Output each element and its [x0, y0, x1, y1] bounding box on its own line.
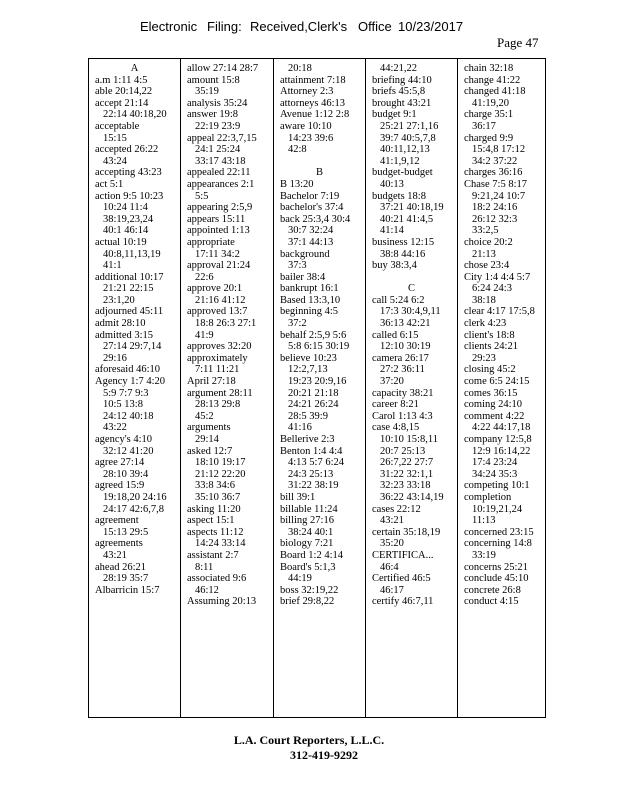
index-entry-continuation: 24:3 25:13 — [288, 468, 334, 480]
index-entry: concrete 26:8 — [464, 584, 521, 596]
index-entry-continuation: 38:8 44:16 — [380, 248, 426, 260]
index-entry: Based 13:3,10 — [280, 294, 341, 306]
index-entry-continuation: 40:1 46:14 — [103, 225, 149, 237]
index-entry: B 13:20 — [280, 178, 314, 190]
index-entry-continuation: 15:13 29:5 — [103, 526, 149, 538]
index-entry-continuation: 40:13 — [380, 178, 404, 190]
index-entry: budgets 18:8 — [372, 190, 426, 202]
index-entry-continuation: 41:14 — [380, 225, 404, 237]
index-entry: April 27:18 — [187, 376, 236, 388]
index-entry: act 5:1 — [95, 178, 124, 190]
index-entry: billable 11:24 — [280, 503, 338, 515]
index-entry-continuation: 38:18 — [472, 294, 496, 306]
index-entry: agree 27:14 — [95, 457, 145, 469]
index-entry-continuation: 21:16 41:12 — [195, 294, 246, 306]
index-entry-continuation: 22:14 40:18,20 — [103, 109, 167, 121]
index-entry: concerns 25:21 — [464, 561, 528, 573]
index-entry: charge 35:1 — [464, 109, 514, 121]
index-entry-continuation: 24:12 40:18 — [103, 410, 154, 422]
index-entry-continuation: 10:5 13:8 — [103, 399, 143, 411]
index-entry: agreement — [95, 515, 139, 527]
index-entry: clear 4:17 17:5,8 — [464, 306, 535, 318]
index-entry: admit 28:10 — [95, 318, 146, 330]
index-entry: CERTIFICA... — [372, 549, 434, 561]
index-entry: coming 24:10 — [464, 399, 523, 411]
index-entry-continuation: 14:23 39:6 — [288, 132, 334, 144]
index-entry-continuation: 17:4 23:24 — [472, 457, 518, 469]
index-entry: accepted 26:22 — [95, 144, 159, 156]
index-entry-continuation: 41:1,9,12 — [380, 155, 420, 167]
index-entry-continuation: 24:21 26:24 — [288, 399, 339, 411]
index-entry: admitted 3:15 — [95, 329, 154, 341]
index-entry: completion — [464, 491, 512, 503]
footer-company: L.A. Court Reporters, L.L.C. — [233, 733, 385, 747]
index-entry: answer 19:8 — [187, 109, 239, 121]
index-entry: certain 35:18,19 — [372, 526, 441, 538]
index-entry: agreed 15:9 — [95, 480, 145, 492]
index-entry-continuation: 41:19,20 — [472, 97, 510, 109]
index-entry-continuation: 26:7,22 27:7 — [380, 457, 434, 469]
index-entry-continuation: 43:21 — [380, 515, 404, 527]
stamp-word-electronic: Electronic — [140, 19, 198, 34]
index-entry: allow 27:14 28:7 — [187, 63, 259, 74]
index-entry-continuation: 46:12 — [195, 584, 219, 596]
index-entry: agreements — [95, 538, 143, 550]
index-section-letter: C — [407, 283, 415, 295]
index-entry: appearances 2:1 — [187, 178, 255, 190]
index-entry-continuation: 8:11 — [195, 561, 214, 573]
index-column-3 — [273, 59, 365, 717]
index-entry: Agency 1:7 4:20 — [95, 376, 165, 388]
index-entry: change 41:22 — [464, 74, 521, 86]
index-entry: budget 9:1 — [372, 109, 417, 121]
index-entry-continuation: 17:3 30:4,9,11 — [380, 306, 441, 318]
index-entry-continuation: 46:4 — [380, 561, 399, 573]
index-entry: bill 39:1 — [280, 491, 316, 503]
index-entry-continuation: 18:2 24:16 — [472, 202, 518, 214]
index-entry-continuation: 28:13 29:8 — [195, 399, 241, 411]
index-entry-continuation: 19:18,20 24:16 — [103, 491, 167, 503]
index-entry-continuation: 40:8,11,13,19 — [103, 248, 161, 260]
index-entry: billing 27:16 — [280, 515, 334, 527]
index-entry: Albarricin 15:7 — [95, 584, 160, 596]
index-entry-continuation: 24:1 25:24 — [195, 144, 241, 156]
index-entry-continuation: 4:13 5:7 6:24 — [288, 457, 345, 469]
index-entry: briefs 45:5,8 — [372, 86, 426, 98]
index-entry-continuation: 29:23 — [472, 352, 496, 364]
index-entry-continuation: 36:17 — [472, 120, 496, 132]
index-entry-continuation: 39:7 40:5,7,8 — [380, 132, 436, 144]
index-entry: conduct 4:15 — [464, 596, 519, 608]
index-entry: asking 11:20 — [187, 503, 241, 515]
footer-phone: 312-419-9292 — [290, 748, 358, 762]
index-entry: bankrupt 16:1 — [280, 283, 339, 295]
page-number: Page 47 — [497, 35, 539, 50]
index-entry: arguments — [187, 422, 231, 434]
index-entry: charges 36:16 — [464, 167, 523, 179]
stamp-date: 10/23/2017 — [398, 19, 464, 34]
index-entry-continuation: 21:21 22:15 — [103, 283, 154, 295]
index-entry: choice 20:2 — [464, 236, 513, 248]
index-entry-continuation: 10:24 11:4 — [103, 202, 148, 214]
index-entry-continuation: 36:13 42:21 — [380, 318, 431, 330]
index-entry: company 12:5,8 — [464, 434, 532, 445]
index-spacer — [372, 272, 457, 284]
index-entry: Carol 1:13 4:3 — [372, 410, 433, 422]
index-entry-continuation: 12:9 16:14,22 — [472, 445, 531, 457]
index-entry: amount 15:8 — [187, 74, 240, 86]
index-entry-continuation: 12:10 30:19 — [380, 341, 431, 353]
index-entry: assistant 2:7 — [187, 549, 239, 561]
index-entry: chose 23:4 — [464, 260, 510, 272]
index-entry: appears 15:11 — [187, 213, 246, 225]
index-entry-continuation: 43:22 — [103, 422, 127, 434]
index-entry: concerned 23:15 — [464, 526, 534, 538]
index-entry: client's 18:8 — [464, 329, 515, 341]
index-entry-continuation: 12:2,7,13 — [288, 364, 328, 376]
index-entry: Assuming 20:13 — [187, 596, 257, 608]
index-entry: business 12:15 — [372, 236, 435, 248]
index-entry: accepting 43:23 — [95, 167, 162, 179]
index-entry-continuation: 44:19 — [288, 573, 312, 585]
index-entry: charged 9:9 — [464, 132, 514, 144]
index-entry: accept 21:14 — [95, 97, 149, 109]
index-entry-continuation: 41:1 — [103, 260, 122, 272]
index-entry: Certified 46:5 — [372, 573, 431, 585]
index-entry: chain 32:18 — [464, 63, 514, 74]
index-entry-continuation: 43:21 — [103, 549, 127, 561]
index-entry: acceptable — [95, 120, 140, 132]
index-entry: appropriate — [187, 236, 235, 248]
index-entry-continuation: 31:22 32:1,1 — [380, 468, 434, 480]
index-entry: Board's 5:1,3 — [280, 561, 336, 573]
index-column-2 — [180, 59, 273, 717]
index-entry-continuation: 23:1,20 — [103, 294, 135, 306]
index-entry-continuation: 38:24 40:1 — [288, 526, 334, 538]
index-entry: back 25:3,4 30:4 — [280, 213, 351, 225]
index-entry-continuation: 27:14 29:7,14 — [103, 341, 162, 353]
index-entry: approve 20:1 — [187, 283, 243, 295]
index-entry: aforesaid 46:10 — [95, 364, 161, 376]
index-entry-continuation: 43:24 — [103, 155, 127, 167]
index-entry-continuation: 44:21,22 — [380, 63, 418, 74]
index-entry: associated 9:6 — [187, 573, 247, 585]
index-entry-continuation: 37:21 40:18,19 — [380, 202, 444, 214]
index-entry-continuation: 46:17 — [380, 584, 404, 596]
index-entry: a.m 1:11 4:5 — [95, 74, 148, 86]
index-entry: bachelor's 37:4 — [280, 202, 344, 214]
index-entry-continuation: 17:11 34:2 — [195, 248, 240, 260]
index-entry: cases 22:12 — [372, 503, 421, 515]
index-entry-continuation: 33:19 — [472, 549, 496, 561]
index-entry: bailer 38:4 — [280, 271, 326, 283]
index-entry: beginning 4:5 — [280, 306, 339, 318]
index-entry: approval 21:24 — [187, 260, 251, 272]
index-entry-continuation: 28:19 35:7 — [103, 573, 149, 585]
index-entry-continuation: 20:18 — [288, 63, 312, 74]
index-entry: appealed 22:11 — [187, 167, 251, 179]
index-entry: certify 46:7,11 — [372, 596, 434, 608]
index-entry-continuation: 34:2 37:22 — [472, 155, 518, 167]
index-entry-continuation: 32:12 41:20 — [103, 445, 154, 457]
index-entry-continuation: 34:24 35:3 — [472, 468, 518, 480]
index-entry: analysis 35:24 — [187, 97, 248, 109]
index-entry: Benton 1:4 4:4 — [280, 445, 343, 457]
index-entry-continuation: 37:3 — [288, 260, 307, 272]
index-entry-continuation: 33:8 34:6 — [195, 480, 235, 492]
index-entry: case 4:8,15 — [372, 422, 420, 434]
index-entry-continuation: 21:13 — [472, 248, 496, 260]
index-column-4 — [365, 59, 457, 717]
index-entry: boss 32:19,22 — [280, 584, 339, 596]
index-entry: closing 45:2 — [464, 364, 516, 376]
index-entry: clients 24:21 — [464, 341, 518, 353]
index-entry-continuation: 40:21 41:4,5 — [380, 213, 434, 225]
index-entry-continuation: 6:24 24:3 — [472, 283, 512, 295]
index-entry-continuation: 29:14 — [195, 434, 219, 445]
index-entry: career 8:21 — [372, 399, 419, 411]
index-entry: action 9:5 10:23 — [95, 190, 164, 202]
index-entry: ahead 26:21 — [95, 561, 147, 573]
stamp-word-office: Office — [358, 19, 392, 34]
index-entry: appearing 2:5,9 — [187, 202, 253, 214]
index-section-letter: A — [130, 63, 139, 74]
index-entry-continuation: 33:17 43:18 — [195, 155, 246, 167]
index-entry-continuation: 20:21 21:18 — [288, 387, 339, 399]
index-entry: able 20:14,22 — [95, 86, 153, 98]
index-entry: budget-budget — [372, 167, 433, 179]
index-entry: argument 28:11 — [187, 387, 253, 399]
index-entry: Bellerive 2:3 — [280, 434, 335, 445]
index-entry: background — [280, 248, 330, 260]
index-entry: approved 13:7 — [187, 306, 248, 318]
index-entry-continuation: 40:11,12,13 — [380, 144, 430, 156]
index-entry: brief 29:8,22 — [280, 596, 335, 608]
index-entry: actual 10:19 — [95, 236, 147, 248]
index-entry-continuation: 37:2 — [288, 318, 307, 330]
index-entry-continuation: 10:10 15:8,11 — [380, 434, 438, 445]
index-entry: biology 7:21 — [280, 538, 334, 550]
index-entry-continuation: 37:20 — [380, 376, 404, 388]
index-entry: Chase 7:5 8:17 — [464, 178, 527, 190]
index-entry-continuation: 5:9 7:7 9:3 — [103, 387, 149, 399]
index-entry-continuation: 27:2 36:11 — [380, 364, 425, 376]
index-entry-continuation: 19:23 20:9,16 — [288, 376, 347, 388]
index-entry: aspect 15:1 — [187, 515, 235, 527]
index-entry-continuation: 35:10 36:7 — [195, 491, 241, 503]
index-entry-continuation: 36:22 43:14,19 — [380, 491, 444, 503]
stamp-word-filing: Filing: — [207, 19, 242, 34]
index-entry: buy 38:3,4 — [372, 260, 417, 272]
index-entry: Attorney 2:3 — [280, 86, 334, 98]
index-entry: agency's 4:10 — [95, 434, 153, 445]
index-entry-continuation: 45:2 — [195, 410, 214, 422]
index-entry: comment 4:22 — [464, 410, 525, 422]
index-entry: aspects 11:12 — [187, 526, 244, 538]
word-index-table — [88, 58, 546, 718]
index-entry-continuation: 41:16 — [288, 422, 312, 434]
index-entry-continuation: 11:13 — [472, 515, 496, 527]
index-entry: competing 10:1 — [464, 480, 530, 492]
index-entry-continuation: 4:22 44:17,18 — [472, 422, 531, 434]
index-entry-continuation: 15:15 — [103, 132, 127, 144]
index-entry-continuation: 35:19 — [195, 86, 219, 98]
stamp-word-received: Received,Clerk's — [250, 19, 348, 34]
index-entry-continuation: 5:8 6:15 30:19 — [288, 341, 350, 353]
index-entry: asked 12:7 — [187, 445, 233, 457]
index-entry-continuation: 9:21,24 10:7 — [472, 190, 526, 202]
index-entry-continuation: 26:12 32:3 — [472, 213, 518, 225]
index-entry: believe 10:23 — [280, 352, 337, 364]
index-entry-continuation: 29:16 — [103, 352, 127, 364]
index-entry: adjourned 45:11 — [95, 306, 164, 318]
index-column-5 — [457, 59, 547, 717]
index-entry: appeal 22:3,7,15 — [187, 132, 257, 144]
index-entry: behalf 2:5,9 5:6 — [280, 329, 347, 341]
index-entry: Board 1:2 4:14 — [280, 549, 343, 561]
index-entry: Avenue 1:12 2:8 — [280, 109, 350, 121]
index-entry-continuation: 14:24 33:14 — [195, 538, 246, 550]
index-entry-continuation: 37:1 44:13 — [288, 236, 334, 248]
index-section-letter: B — [315, 167, 323, 179]
index-entry-continuation: 33:2,5 — [472, 225, 499, 237]
index-entry: City 1:4 4:4 5:7 — [464, 271, 531, 283]
index-entry-continuation: 7:11 11:21 — [195, 364, 240, 376]
index-entry-continuation: 20:7 25:13 — [380, 445, 426, 457]
index-entry-continuation: 28:10 39:4 — [103, 468, 149, 480]
index-entry: briefing 44:10 — [372, 74, 432, 86]
index-entry: attorneys 46:13 — [280, 97, 346, 109]
index-entry: appointed 1:13 — [187, 225, 250, 237]
index-entry: come 6:5 24:15 — [464, 376, 530, 388]
index-entry-continuation: 22:6 — [195, 271, 214, 283]
index-entry-continuation: 21:12 22:20 — [195, 468, 246, 480]
index-entry-continuation: 30:7 32:24 — [288, 225, 334, 237]
index-entry: concerning 14:8 — [464, 538, 532, 550]
index-entry-continuation: 25:21 27:1,16 — [380, 120, 439, 132]
index-entry: approximately — [187, 352, 248, 364]
index-entry: call 5:24 6:2 — [372, 294, 425, 306]
index-entry: clerk 4:23 — [464, 318, 507, 330]
index-entry: capacity 38:21 — [372, 387, 434, 399]
index-entry: Bachelor 7:19 — [280, 190, 340, 202]
index-spacer — [280, 156, 365, 168]
index-entry-continuation: 38:19,23,24 — [103, 213, 154, 225]
index-entry: camera 26:17 — [372, 352, 429, 364]
index-entry-continuation: 35:20 — [380, 538, 404, 550]
index-entry-continuation: 10:19,21,24 — [472, 503, 523, 515]
index-entry: attainment 7:18 — [280, 74, 346, 86]
index-entry-continuation: 5:5 — [195, 190, 209, 202]
index-entry: comes 36:15 — [464, 387, 518, 399]
index-entry-continuation: 42:8 — [288, 144, 307, 156]
index-column-1 — [89, 59, 180, 717]
index-entry: called 6:15 — [372, 329, 419, 341]
index-entry-continuation: 31:22 38:19 — [288, 480, 339, 492]
index-entry: changed 41:18 — [464, 86, 526, 98]
index-entry: conclude 45:10 — [464, 573, 529, 585]
index-entry-continuation: 32:23 33:18 — [380, 480, 431, 492]
index-entry-continuation: 18:10 19:17 — [195, 457, 246, 469]
index-entry-continuation: 28:5 39:9 — [288, 410, 328, 422]
index-entry: aware 10:10 — [280, 120, 332, 132]
index-entry-continuation: 24:17 42:6,7,8 — [103, 503, 164, 515]
index-entry: additional 10:17 — [95, 271, 164, 283]
index-entry: brought 43:21 — [372, 97, 432, 109]
index-entry-continuation: 22:19 23:9 — [195, 120, 241, 132]
index-entry-continuation: 15:4,8 17:12 — [472, 144, 526, 156]
index-entry: approves 32:20 — [187, 341, 252, 353]
index-entry-continuation: 41:9 — [195, 329, 214, 341]
index-entry-continuation: 18:8 26:3 27:1 — [195, 318, 257, 330]
